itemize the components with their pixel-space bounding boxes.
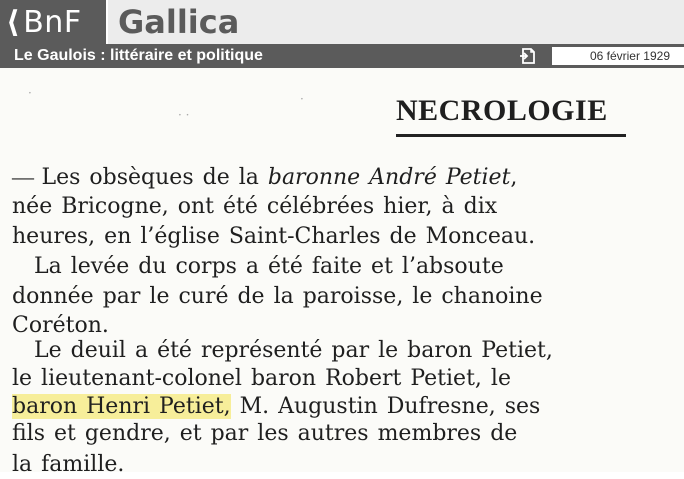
heading-rule [396,134,626,137]
scan-speck: · · [178,108,190,122]
document-titlebar [0,44,684,68]
body-text: Le deuil a été représenté par le baron Petiet, [12,338,553,363]
gallica-logo-text: Gallica [118,3,240,41]
article-line [12,193,668,221]
scanned-page [0,68,684,477]
body-text: , [510,165,518,190]
article-line [12,283,668,311]
body-text: née Bricogne, ont été célébrées hier, à dix [12,194,498,219]
top-banner [0,0,684,44]
body-text: M. Augustin Dufresne, ses [230,394,541,419]
article-line [12,365,668,393]
body-text: fils et gendre, et par les autres membres de [12,421,518,446]
body-text: Les obsèques de la [41,165,268,190]
body-text: La levée du corps a été faite et l’absoute [12,254,504,279]
article-line [12,163,668,191]
body-text: le lieutenant-colonel baron Robert Petiet, le [12,366,511,391]
article-heading: NECROLOGIE [396,94,608,127]
article-line [12,393,668,421]
article-line [12,337,668,365]
article-line [12,312,668,340]
body-text: la famille. [12,452,125,477]
article-line [12,420,668,448]
bnf-logo-text: BnF [23,4,82,40]
scan-speck: · [300,92,304,106]
scan-speck: · [28,86,32,100]
em-dash: — [12,164,42,189]
search-highlight[interactable]: baron Henri Petiet, [12,394,231,419]
document-icon[interactable] [518,47,538,65]
bnf-logo[interactable] [0,0,106,44]
issue-date-text: 06 février 1929 [589,49,670,63]
article-line [12,223,668,251]
gallica-logo[interactable] [108,0,684,44]
italic-text: baronne André Petiet [267,165,511,190]
article-line [12,253,668,281]
body-text: heures, en l’église Saint-Charles de Monceau. [12,224,536,249]
body-text: donnée par le curé de la paroisse, le chanoine [12,284,543,309]
bnf-bracket-icon: ⟨ [6,4,21,40]
body-text: Coréton. [12,313,109,338]
article-line [12,451,668,479]
journal-title[interactable]: Le Gaulois : littéraire et politique [14,47,263,64]
issue-date[interactable] [552,47,684,65]
